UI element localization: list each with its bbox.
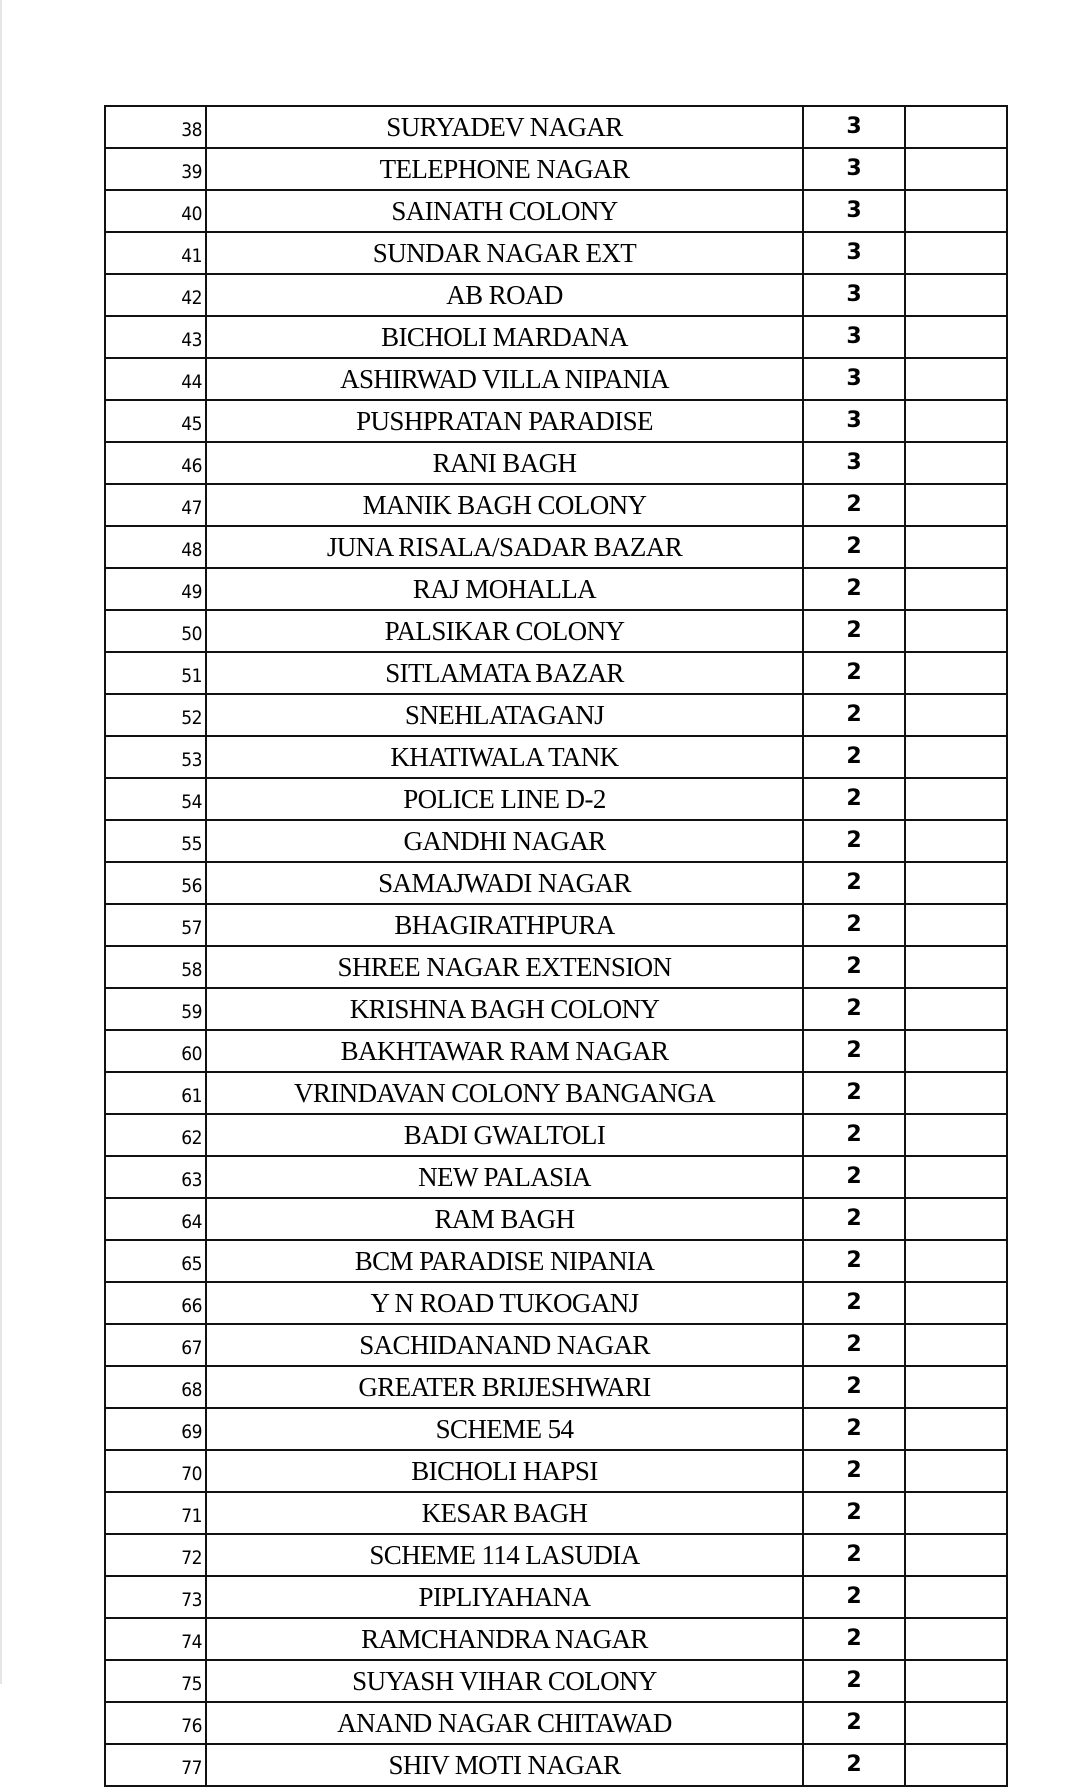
empty-cell [905,400,1007,442]
table-row [105,1240,1007,1282]
count-cell: 2 [803,1534,905,1576]
empty-cell [905,568,1007,610]
count-cell: 2 [803,526,905,568]
table-row [105,358,1007,400]
serial-number-cell: 49 [105,568,206,610]
serial-number-cell: 76 [105,1702,206,1744]
locality-name-cell: NEW PALASIA [206,1156,803,1198]
count-cell: 2 [803,1366,905,1408]
locality-name-cell: RAMCHANDRA NAGAR [206,1618,803,1660]
table-row [105,1156,1007,1198]
empty-cell [905,1324,1007,1366]
count-cell: 3 [803,274,905,316]
serial-number-cell: 60 [105,1030,206,1072]
count-cell: 2 [803,946,905,988]
count-cell: 2 [803,1072,905,1114]
locality-name-cell: SCHEME 54 [206,1408,803,1450]
empty-cell [905,1450,1007,1492]
table-row [105,274,1007,316]
count-cell: 2 [803,1156,905,1198]
empty-cell [905,1702,1007,1744]
serial-number-cell: 46 [105,442,206,484]
empty-cell [905,316,1007,358]
table-row [105,1450,1007,1492]
locality-name-cell: GANDHI NAGAR [206,820,803,862]
locality-name-cell: BAKHTAWAR RAM NAGAR [206,1030,803,1072]
locality-name-cell: KHATIWALA TANK [206,736,803,778]
serial-number-cell: 42 [105,274,206,316]
serial-number-cell: 62 [105,1114,206,1156]
count-cell: 2 [803,988,905,1030]
locality-table [104,105,1008,1787]
locality-name-cell: RANI BAGH [206,442,803,484]
table-row [105,820,1007,862]
serial-number-cell: 39 [105,148,206,190]
locality-name-cell: PALSIKAR COLONY [206,610,803,652]
locality-name-cell: BICHOLI MARDANA [206,316,803,358]
table-row [105,190,1007,232]
serial-number-cell: 70 [105,1450,206,1492]
table-row [105,568,1007,610]
locality-name-cell: VRINDAVAN COLONY BANGANGA [206,1072,803,1114]
empty-cell [905,988,1007,1030]
empty-cell [905,1030,1007,1072]
empty-cell [905,862,1007,904]
count-cell: 2 [803,736,905,778]
locality-name-cell: AB ROAD [206,274,803,316]
locality-name-cell: BCM PARADISE NIPANIA [206,1240,803,1282]
empty-cell [905,442,1007,484]
count-cell: 3 [803,358,905,400]
serial-number-cell: 45 [105,400,206,442]
table-row [105,1660,1007,1702]
table-row [105,526,1007,568]
serial-number-cell: 58 [105,946,206,988]
count-cell: 3 [803,232,905,274]
serial-number-cell: 52 [105,694,206,736]
serial-number-cell: 72 [105,1534,206,1576]
count-cell: 2 [803,1618,905,1660]
count-cell: 2 [803,1240,905,1282]
count-cell: 2 [803,1114,905,1156]
locality-name-cell: SUNDAR NAGAR EXT [206,232,803,274]
serial-number-cell: 66 [105,1282,206,1324]
locality-name-cell: SAINATH COLONY [206,190,803,232]
serial-number-cell: 55 [105,820,206,862]
table-row [105,1618,1007,1660]
empty-cell [905,1282,1007,1324]
count-cell: 2 [803,1576,905,1618]
count-cell: 3 [803,148,905,190]
serial-number-cell: 77 [105,1744,206,1786]
empty-cell [905,1492,1007,1534]
serial-number-cell: 48 [105,526,206,568]
table-row [105,148,1007,190]
table-row [105,988,1007,1030]
table-row [105,1744,1007,1786]
empty-cell [905,1156,1007,1198]
table-row [105,1198,1007,1240]
locality-name-cell: POLICE LINE D-2 [206,778,803,820]
table-row [105,778,1007,820]
table-row [105,484,1007,526]
table-row [105,610,1007,652]
serial-number-cell: 54 [105,778,206,820]
locality-name-cell: PIPLIYAHANA [206,1576,803,1618]
table-row [105,694,1007,736]
page-edge [0,0,2,1684]
empty-cell [905,946,1007,988]
locality-name-cell: GREATER BRIJESHWARI [206,1366,803,1408]
table-row [105,442,1007,484]
count-cell: 2 [803,1198,905,1240]
serial-number-cell: 68 [105,1366,206,1408]
empty-cell [905,778,1007,820]
empty-cell [905,1198,1007,1240]
serial-number-cell: 56 [105,862,206,904]
empty-cell [905,1240,1007,1282]
count-cell: 3 [803,316,905,358]
serial-number-cell: 53 [105,736,206,778]
table-row [105,1114,1007,1156]
serial-number-cell: 63 [105,1156,206,1198]
serial-number-cell: 74 [105,1618,206,1660]
serial-number-cell: 50 [105,610,206,652]
empty-cell [905,484,1007,526]
empty-cell [905,106,1007,148]
count-cell: 3 [803,190,905,232]
count-cell: 2 [803,1282,905,1324]
count-cell: 2 [803,1030,905,1072]
empty-cell [905,1072,1007,1114]
table-row [105,736,1007,778]
table-row [105,946,1007,988]
serial-number-cell: 69 [105,1408,206,1450]
locality-name-cell: RAM BAGH [206,1198,803,1240]
table-row [105,1534,1007,1576]
count-cell: 2 [803,1660,905,1702]
locality-name-cell: ASHIRWAD VILLA NIPANIA [206,358,803,400]
locality-name-cell: BICHOLI HAPSI [206,1450,803,1492]
count-cell: 2 [803,1744,905,1786]
empty-cell [905,904,1007,946]
serial-number-cell: 67 [105,1324,206,1366]
empty-cell [905,736,1007,778]
serial-number-cell: 43 [105,316,206,358]
table-row [105,1576,1007,1618]
serial-number-cell: 61 [105,1072,206,1114]
locality-name-cell: SNEHLATAGANJ [206,694,803,736]
count-cell: 2 [803,820,905,862]
empty-cell [905,232,1007,274]
empty-cell [905,694,1007,736]
locality-name-cell: BHAGIRATHPURA [206,904,803,946]
serial-number-cell: 65 [105,1240,206,1282]
serial-number-cell: 57 [105,904,206,946]
serial-number-cell: 64 [105,1198,206,1240]
table-row [105,316,1007,358]
count-cell: 2 [803,1450,905,1492]
table-row [105,904,1007,946]
count-cell: 2 [803,1492,905,1534]
empty-cell [905,1114,1007,1156]
count-cell: 2 [803,610,905,652]
table-row [105,1492,1007,1534]
serial-number-cell: 51 [105,652,206,694]
count-cell: 3 [803,400,905,442]
locality-name-cell: SITLAMATA BAZAR [206,652,803,694]
locality-name-cell: PUSHPRATAN PARADISE [206,400,803,442]
empty-cell [905,526,1007,568]
locality-name-cell: KRISHNA BAGH COLONY [206,988,803,1030]
serial-number-cell: 38 [105,106,206,148]
locality-name-cell: SUYASH VIHAR COLONY [206,1660,803,1702]
empty-cell [905,1366,1007,1408]
count-cell: 2 [803,568,905,610]
empty-cell [905,1660,1007,1702]
serial-number-cell: 40 [105,190,206,232]
locality-name-cell: SURYADEV NAGAR [206,106,803,148]
empty-cell [905,1744,1007,1786]
locality-name-cell: TELEPHONE NAGAR [206,148,803,190]
count-cell: 2 [803,1702,905,1744]
serial-number-cell: 44 [105,358,206,400]
locality-name-cell: ANAND NAGAR CHITAWAD [206,1702,803,1744]
empty-cell [905,1534,1007,1576]
empty-cell [905,274,1007,316]
table-row [105,862,1007,904]
locality-name-cell: RAJ MOHALLA [206,568,803,610]
serial-number-cell: 71 [105,1492,206,1534]
locality-name-cell: SHREE NAGAR EXTENSION [206,946,803,988]
empty-cell [905,652,1007,694]
count-cell: 2 [803,778,905,820]
table-row [105,1030,1007,1072]
locality-name-cell: SACHIDANAND NAGAR [206,1324,803,1366]
empty-cell [905,190,1007,232]
locality-name-cell: JUNA RISALA/SADAR BAZAR [206,526,803,568]
count-cell: 3 [803,106,905,148]
count-cell: 2 [803,1324,905,1366]
locality-name-cell: SAMAJWADI NAGAR [206,862,803,904]
count-cell: 2 [803,862,905,904]
locality-name-cell: Y N ROAD TUKOGANJ [206,1282,803,1324]
empty-cell [905,358,1007,400]
table-row [105,232,1007,274]
table-row [105,1702,1007,1744]
empty-cell [905,1618,1007,1660]
locality-name-cell: BADI GWALTOLI [206,1114,803,1156]
locality-name-cell: KESAR BAGH [206,1492,803,1534]
empty-cell [905,1576,1007,1618]
count-cell: 2 [803,484,905,526]
count-cell: 2 [803,694,905,736]
locality-name-cell: SHIV MOTI NAGAR [206,1744,803,1786]
table-row [105,652,1007,694]
empty-cell [905,1408,1007,1450]
count-cell: 2 [803,652,905,694]
table-row [105,1366,1007,1408]
count-cell: 2 [803,1408,905,1450]
table-row [105,1408,1007,1450]
serial-number-cell: 47 [105,484,206,526]
locality-name-cell: SCHEME 114 LASUDIA [206,1534,803,1576]
locality-table-body [105,106,1007,1786]
serial-number-cell: 59 [105,988,206,1030]
serial-number-cell: 73 [105,1576,206,1618]
empty-cell [905,610,1007,652]
table-row [105,1072,1007,1114]
locality-name-cell: MANIK BAGH COLONY [206,484,803,526]
count-cell: 2 [803,904,905,946]
count-cell: 3 [803,442,905,484]
table-row [105,400,1007,442]
table-row [105,106,1007,148]
table-row [105,1282,1007,1324]
serial-number-cell: 41 [105,232,206,274]
table-row [105,1324,1007,1366]
empty-cell [905,148,1007,190]
serial-number-cell: 75 [105,1660,206,1702]
empty-cell [905,820,1007,862]
